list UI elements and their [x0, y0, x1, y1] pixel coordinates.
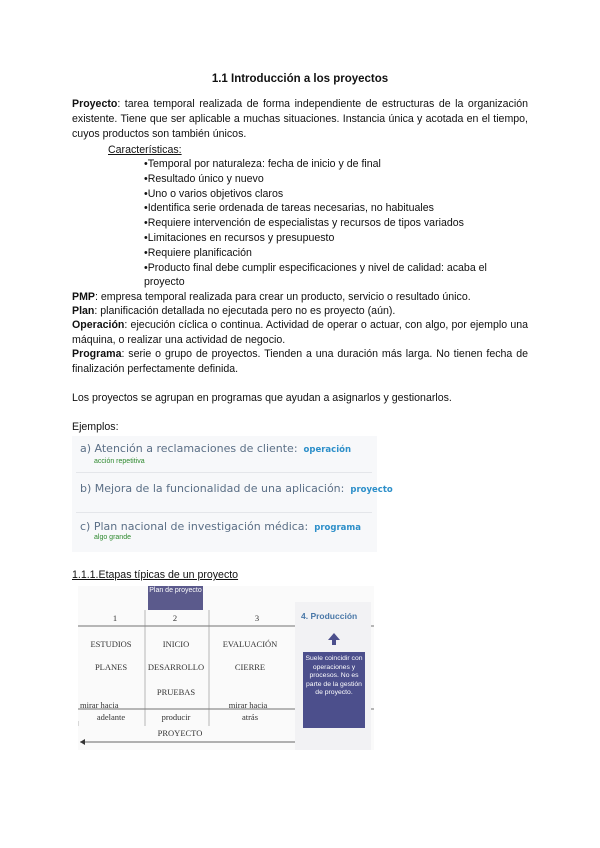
ejemplo-b	[80, 482, 393, 495]
ejemplo-c	[80, 520, 361, 533]
caracteristicas-list	[144, 157, 528, 290]
divider	[76, 472, 372, 473]
proyecto-label: PROYECTO	[157, 728, 203, 738]
pmp-definition	[72, 290, 528, 305]
stage-item: ESTUDIOS	[90, 639, 132, 649]
list-item: •Uno o varios objetivos claros	[144, 187, 284, 200]
ejemplo-note: algo grande	[94, 534, 131, 541]
produccion-box: Suele coincidir con operaciones y procesos. No es parte de la gestión de proyecto.	[303, 652, 365, 728]
plan-text: : planificación detallada no ejecutada pero no es proyecto (aún).	[94, 305, 396, 317]
ejemplo-a	[80, 442, 351, 455]
ejemplo-tag: proyecto	[350, 485, 393, 495]
proyecto-term: Proyecto	[72, 98, 118, 110]
stage-item: DESARROLLO	[147, 662, 205, 672]
mirar-hacia-1: mirar hacia	[80, 700, 119, 710]
list-item: •Limitaciones en recursos y presupuesto	[144, 231, 335, 244]
list-item: •Temporal por naturaleza: fecha de inicio y de final	[144, 158, 381, 170]
stage-item: INICIO	[162, 639, 190, 649]
plan-proyecto-box: Plan de proyecto	[148, 586, 203, 610]
list-item: •Identifica serie ordenada de tareas necesarias, no habituales	[144, 202, 434, 215]
programa-text: : serie o grupo de proyectos. Tienden a una duración más larga. No tienen fecha de finalización perfectamente definida.	[72, 348, 528, 375]
arrow-up-icon	[327, 632, 341, 646]
stage-bottom: adelante	[96, 712, 126, 722]
stage-bottom: producir	[161, 712, 191, 722]
divider	[76, 512, 372, 513]
list-item: •Resultado único y nuevo	[144, 172, 264, 185]
list-item: •Requiere planificación	[144, 246, 252, 259]
proyecto-definition	[72, 97, 528, 141]
stage-item: CIERRE	[234, 662, 266, 672]
operacion-definition	[72, 318, 528, 348]
stage-item: PRUEBAS	[156, 687, 196, 697]
programa-term: Programa	[72, 348, 122, 360]
stage-number: 1	[112, 613, 118, 623]
ejemplos-figure	[72, 436, 393, 552]
plan-term: Plan	[72, 305, 95, 317]
stage-item: PLANES	[94, 662, 128, 672]
ejemplo-text: a) Atención a reclamaciones de cliente:	[80, 442, 298, 455]
ejemplo-note: acción repetitiva	[94, 458, 145, 465]
list-item: •Requiere intervención de especialistas y recursos de tipos variados	[144, 217, 464, 230]
proyecto-text: : tarea temporal realizada de forma independiente de estructuras de la organización existente. Tiene que ser aplicable a muchas situaciones. Instancia única y acotada en el tiempo, cuyos productos son también únicos.	[72, 98, 528, 140]
caracteristicas-title: Características:	[108, 144, 182, 156]
programa-definition	[72, 347, 528, 377]
page-title: 1.1 Introducción a los proyectos	[211, 73, 389, 85]
agrupan-paragraph: Los proyectos se agrupan en programas que ayudan a asignarlos y gestionarlos.	[72, 392, 452, 404]
stage-number: 3	[254, 613, 260, 623]
mirar-hacia-3: mirar hacia	[228, 700, 268, 710]
produccion-panel	[295, 602, 371, 750]
plan-definition	[72, 304, 528, 319]
ejemplo-tag: operación	[303, 445, 352, 455]
ejemplos-label: Ejemplos:	[72, 421, 119, 433]
pmp-text: : empresa temporal realizada para crear un producto, servicio o resultado único.	[94, 291, 471, 303]
ejemplo-text: b) Mejora de la funcionalidad de una aplicación:	[80, 482, 345, 495]
ejemplo-tag: programa	[314, 523, 361, 533]
stage-bottom: atrás	[241, 712, 259, 722]
stage-item: EVALUACIÓN	[222, 639, 278, 649]
stage-number: 2	[172, 613, 178, 623]
list-item: •Producto final debe cumplir especificaciones y nivel de calidad: acaba el proyecto	[144, 261, 487, 289]
operacion-term: Operación	[72, 319, 125, 331]
operacion-text: : ejecución cíclica o continua. Actividad de operar o actuar, con algo, por ejemplo una máquina, o realizar una actividad de negocio.	[72, 319, 528, 346]
ejemplo-text: c) Plan nacional de investigación médica:	[80, 520, 309, 533]
produccion-title: 4. Producción	[301, 611, 358, 621]
pmp-term: PMP	[72, 291, 95, 303]
etapas-title: 1.1.1.Etapas típicas de un proyecto	[72, 569, 239, 581]
